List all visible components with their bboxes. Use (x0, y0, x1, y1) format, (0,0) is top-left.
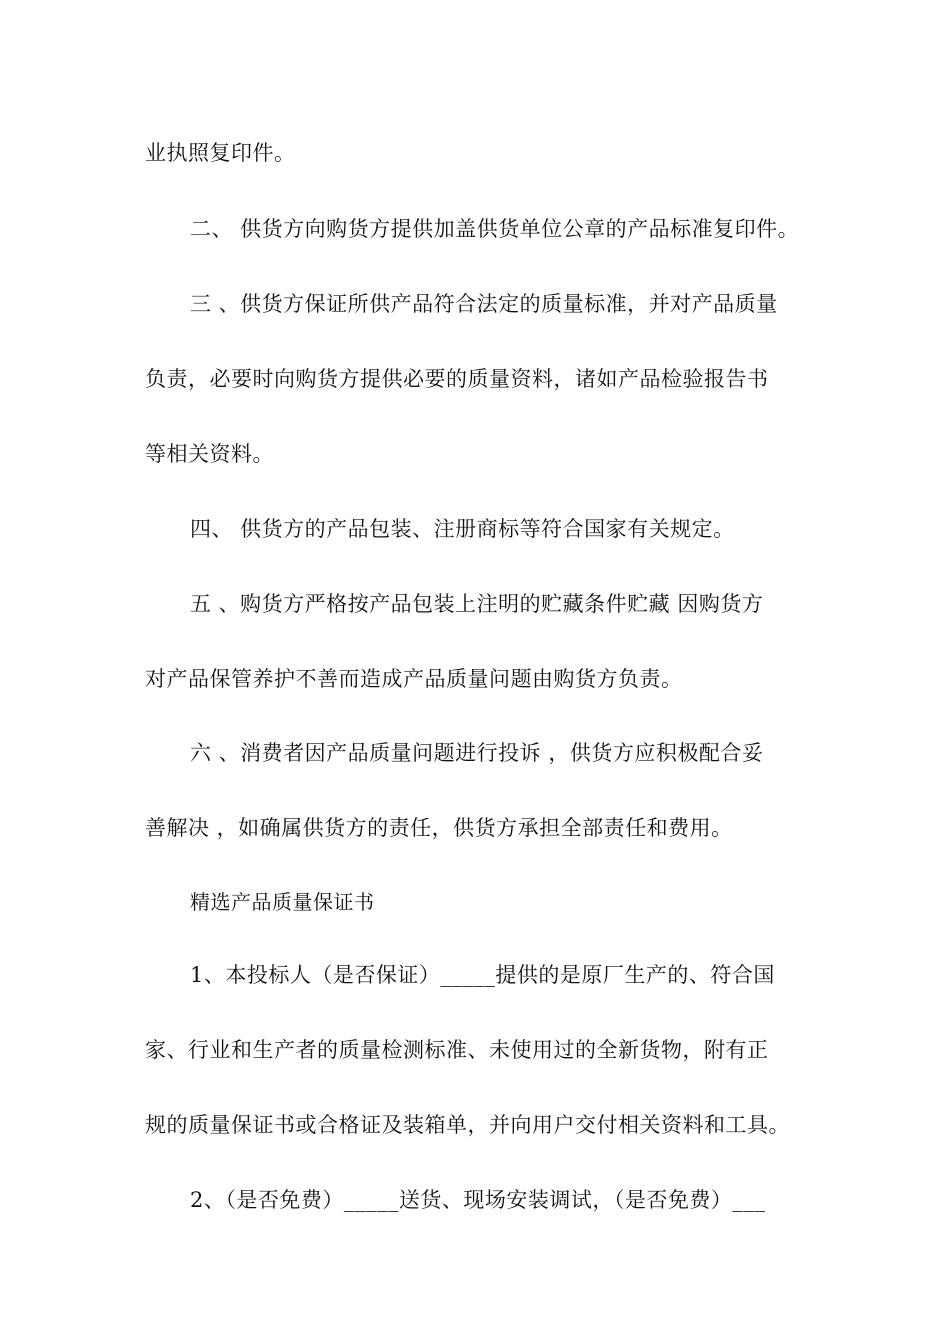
paragraph-line: 等相关资料。 (145, 442, 274, 466)
paragraph-line: 对产品保管养护不善而造成产品质量问题由购货方负责。 (145, 667, 683, 691)
paragraph-line: 家、行业和生产者的质量检测标准、未使用过的全新货物，附有正 (145, 1038, 769, 1062)
paragraph-line: 业执照复印件。 (145, 141, 296, 165)
paragraph-line: 六 、消费者因产品质量问题进行投诉 ，供货方应积极配合妥 (190, 741, 764, 765)
paragraph-line: 二、 供货方向购货方提供加盖供货单位公章的产品标准复印件。 (190, 217, 800, 241)
paragraph-line: 负责，必要时向购货方提供必要的质量资料，诸如产品检验报告书 (145, 367, 769, 391)
paragraph-line: 2、（是否免费）_____送货、现场安装调试，（是否免费）___ (190, 1188, 766, 1212)
paragraph-line: 1、本投标人（是否保证）_____提供的是原厂生产的、符合国 (190, 963, 775, 987)
paragraph-line: 三 、供货方保证所供产品符合法定的质量标准，并对产品质量 (190, 292, 778, 316)
paragraph-line: 规的质量保证书或合格证及装箱单，并向用户交付相关资料和工具。 (145, 1113, 790, 1137)
paragraph-line: 五 、购货方严格按产品包装上注明的贮藏条件贮藏 因购货方 (190, 592, 764, 616)
paragraph-line: 善解决 ，如确属供货方的责任，供货方承担全部责任和费用。 (145, 816, 733, 840)
paragraph-line: 四、 供货方的产品包装、注册商标等符合国家有关规定。 (190, 517, 735, 541)
section-title: 精选产品质量保证书 (190, 890, 375, 914)
